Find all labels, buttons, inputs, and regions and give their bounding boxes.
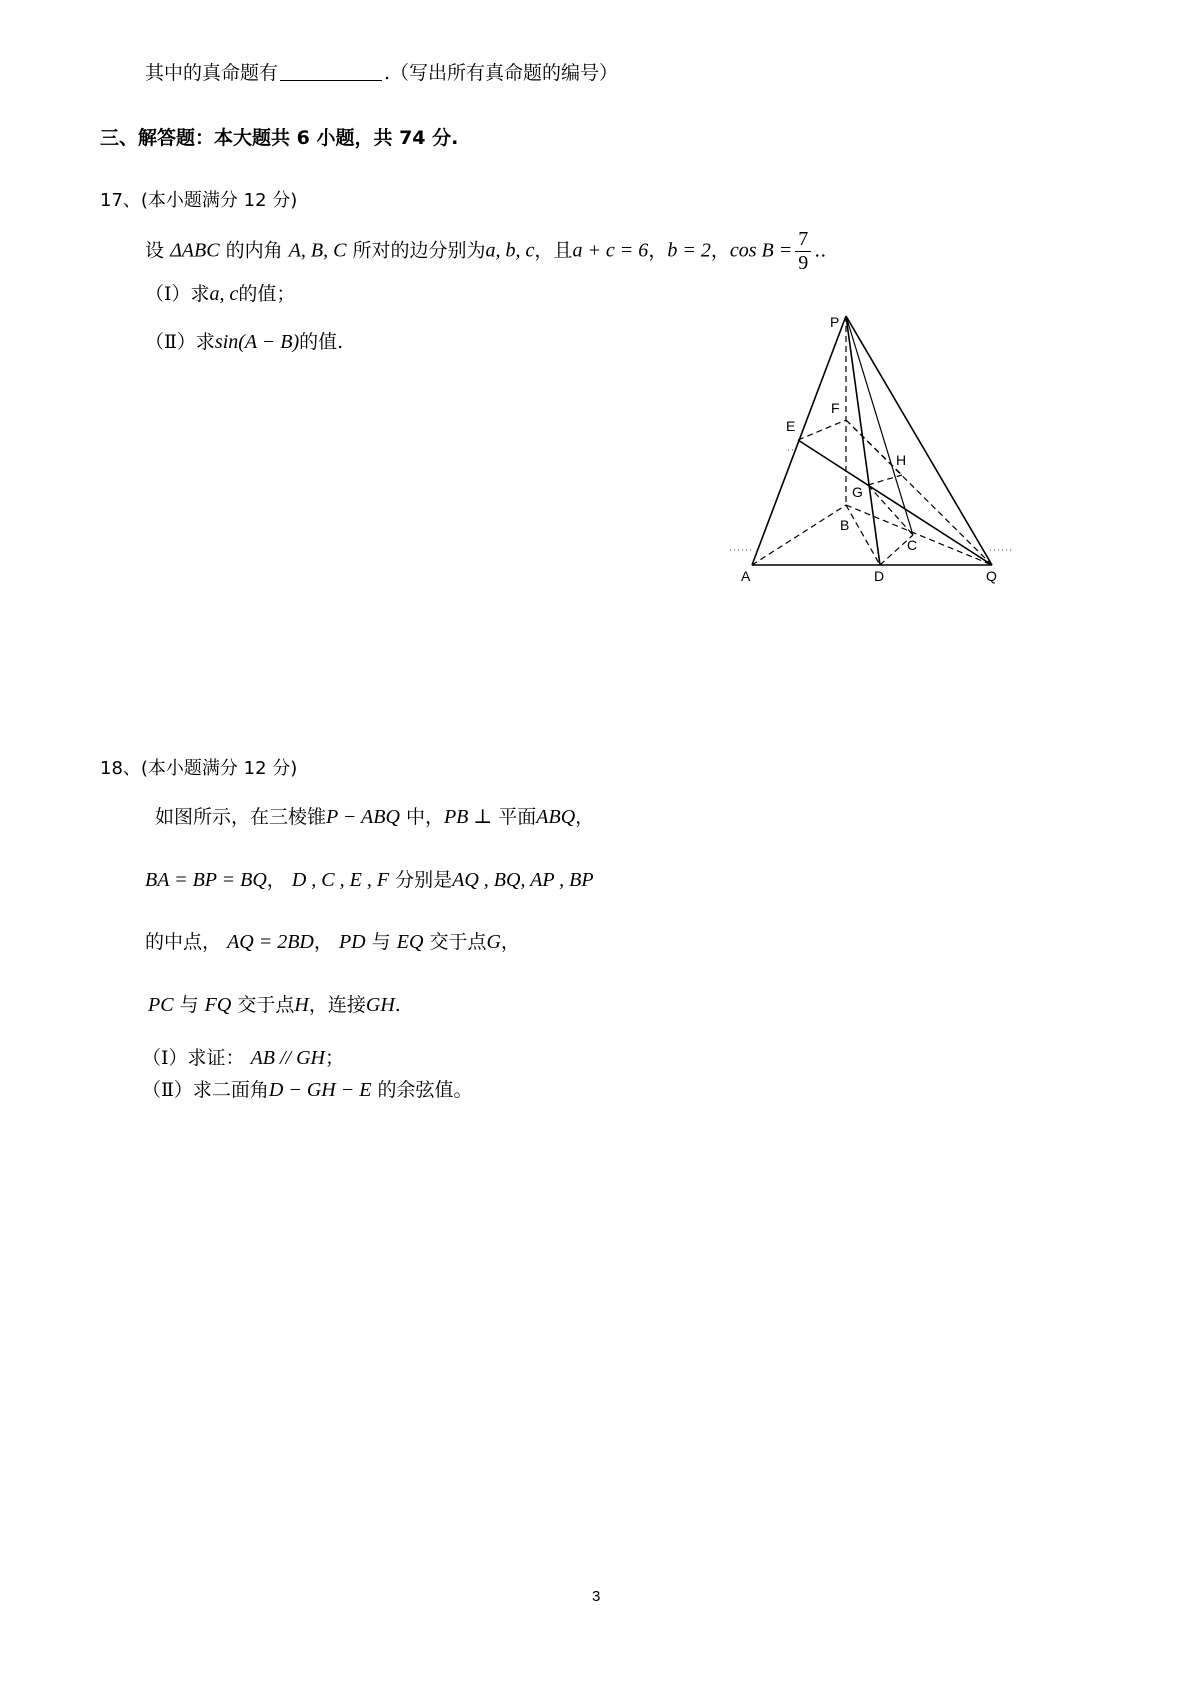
q18-eq: EQ (396, 931, 424, 953)
label-Q: Q (986, 568, 997, 584)
fraction-seven-ninths (795, 228, 811, 275)
q17-part1-end: 的值； (238, 283, 296, 305)
q18-text: ， (313, 931, 333, 953)
fill-in-suffix: .（写出所有真命题的编号） (384, 62, 619, 84)
q18-pyramid: P − ABQ (326, 806, 400, 828)
q18-text: ， (575, 806, 595, 828)
q18-header: 18、(本小题满分 12 分) (100, 758, 298, 779)
fraction-numerator: 7 (795, 228, 811, 252)
q17-cos-b: cos B = (729, 239, 793, 262)
q18-line1 (155, 805, 594, 829)
label-H: H (896, 452, 907, 468)
q18-text: 交于点 (429, 931, 487, 953)
q18-part1-math: AB // GH (250, 1047, 325, 1069)
q18-part2-label: （Ⅱ）求二面角 (142, 1079, 269, 1101)
q18-plane: ABQ (536, 806, 576, 828)
q18-text: 平面 (498, 806, 537, 828)
q18-text: 与 (179, 994, 199, 1016)
section-three-title: 三、解答题：本大题共 6 小题，共 74 分. (100, 127, 459, 149)
segment-PC (846, 316, 913, 535)
q18-part2-math: D − GH − E (268, 1079, 372, 1101)
q18-text: 与 (371, 931, 391, 953)
edge-BQ (846, 505, 992, 565)
label-E: E (786, 418, 796, 434)
q17-part1-math: a, c (209, 283, 239, 305)
q18-part2 (142, 1078, 473, 1102)
q17-part2-math: sin(A − B) (214, 331, 300, 353)
page-number: 3 (592, 1588, 601, 1605)
answer-blank[interactable] (280, 62, 382, 81)
q18-text: 的中点， (145, 931, 222, 953)
label-G: G (852, 484, 863, 500)
q18-text: . (394, 994, 401, 1016)
edge-PQ (846, 316, 992, 565)
q18-text: ， (266, 869, 286, 891)
q17-part2-end: 的值. (299, 331, 344, 353)
q18-text: 中， (405, 806, 444, 828)
q18-part1-label: （Ⅰ）求证： (142, 1047, 245, 1069)
label-A: A (741, 568, 751, 584)
q17-sides: a, b, c (485, 239, 535, 262)
q18-segments: AQ , BQ, AP , BP (452, 869, 594, 891)
q17-stem-end: .. (814, 239, 827, 262)
q18-fq: FQ (204, 994, 232, 1016)
q18-gh: GH (365, 994, 395, 1016)
fill-in-question-tail (145, 62, 618, 85)
q18-point-g: G (486, 931, 501, 953)
q17-condition-b: b = 2 (667, 239, 711, 262)
q18-equal-lengths: BA = BP = BQ (145, 869, 267, 891)
edge-AB (752, 505, 846, 565)
q18-text: 分别是 (395, 869, 453, 891)
q17-part1-label: （Ⅰ）求 (145, 283, 210, 305)
label-P: P (830, 314, 840, 330)
q18-text: 如图所示，在三棱锥 (155, 806, 327, 828)
q17-triangle: ΔABC (170, 239, 220, 262)
q18-part2-end: 的余弦值。 (377, 1079, 473, 1101)
q18-perpendicular: PB ⊥ (443, 806, 493, 828)
q18-line2 (145, 868, 594, 892)
pyramid-figure (720, 310, 1020, 590)
q17-header: 17、(本小题满分 12 分) (100, 190, 298, 211)
q18-text: ， (500, 931, 520, 953)
q18-part1-end: ； (325, 1047, 345, 1069)
q17-angles: A, B, C (288, 239, 347, 262)
q18-pc: PC (148, 994, 174, 1016)
q17-separator: ， (710, 239, 730, 262)
q18-point-h: H (294, 994, 309, 1016)
label-D: D (874, 568, 885, 584)
q17-part2-label: （Ⅱ）求 (145, 331, 215, 353)
q18-points: D , C , E , F (291, 869, 390, 891)
q17-separator: ， (648, 239, 668, 262)
segment-PD (846, 316, 880, 565)
label-C: C (907, 537, 918, 553)
label-F: F (831, 400, 840, 416)
q17-stem-text: ，且 (534, 239, 573, 262)
q18-line3 (145, 930, 520, 954)
q18-text: 交于点 (237, 994, 295, 1016)
q18-line4 (148, 993, 401, 1017)
fraction-denominator: 9 (798, 252, 809, 274)
q18-text: ，连接 (308, 994, 366, 1016)
q17-stem-text: 的内角 (225, 239, 283, 262)
q18-part1 (142, 1046, 344, 1070)
q17-condition-sum: a + c = 6 (572, 239, 649, 262)
segment-BD (846, 505, 880, 565)
segment-FH (846, 420, 902, 475)
q17-stem-prefix: 设 (145, 239, 165, 262)
q17-stem-text: 所对的边分别为 (352, 239, 486, 262)
q17-stem (145, 228, 826, 275)
segment-EQ (798, 440, 992, 565)
q18-aq-relation: AQ = 2BD (227, 931, 314, 953)
label-B: B (840, 517, 850, 533)
q17-part2 (145, 330, 343, 354)
q18-pd: PD (338, 931, 366, 953)
fill-in-prefix: 其中的真命题有 (145, 62, 279, 84)
q17-part1 (145, 282, 295, 306)
